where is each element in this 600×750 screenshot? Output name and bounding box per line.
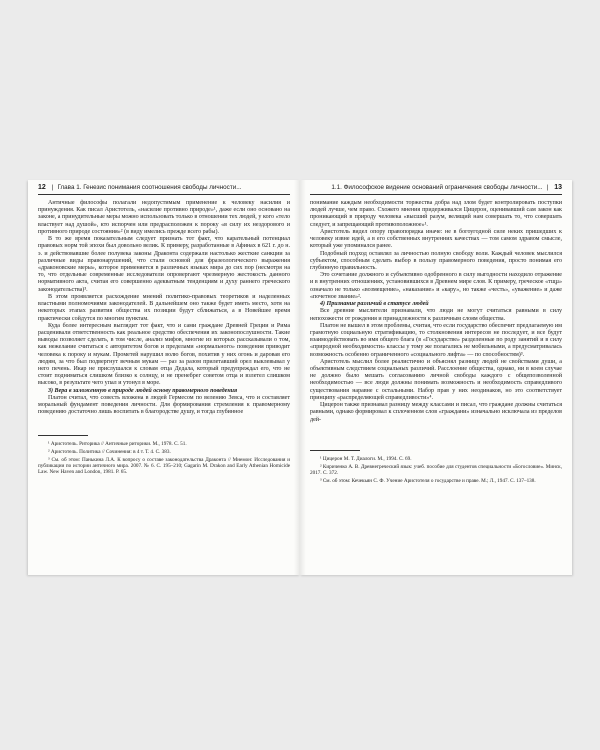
section-heading: 4) Признание различий в статусе людей [320,301,429,308]
paragraph: Античные философы полагали недопустимым применение к человеку насилия и принуждения. Как писал Аристотель, «насилие противно природе»¹, даже если оно основано на законе, а принудительные меры можно использовать только в отношении тех людей, у кого «тело властвует над душой», кто испорчен или предрасположен к пороку «в силу их нездорового и противного природе состояния»² (в виду имелись прежде всего рабы). [38,200,290,235]
paragraph: понимание каждым необходимости торжества добра над злом будет контролировать поступки людей лучше, чем право. Схожего мнения придерживался Цицерон, оценивавший сам закон как проникающий в природу человека «высший разум, велящий нам совершать то, что совершать следует, и запрещающий противоположное»¹. [310,200,562,228]
paragraph: Куда более интересным выглядит тот факт, что и сами граждане Древней Греции и Рима расценивали ответственность как реальное средство обеспечения их законопослушности. Такие выводы позволяет сделать, в том числе, анализ мифов, многие из которых рассказывали о том, как нежелание считаться с авторитетом богов и пределами «нормального» поведения приводит человека к пороку и мукам. Прометей нарушил волю богов, похитив у них огонь и даровав его людям, за что был подвергнут вечным мукам — раз за разом прилетавший орел выклевывал у него печень. Икар не прислушался к словам отца Дедала, который предупреждал его, что не стоит подниматься слишком близко к солнцу, и не пренебрег советом отца и взлетел слишком высоко, в результате чего упал и утонул в море. [38,322,290,387]
paragraph: Это сочетание должного и субъективно одобренного в силу выгодности находило отражение и в внутренних отношениях, установившихся в Древнем мире слов. К примеру, греческое «тщµ» означало не только «возмещение», «наказание» и «кару», но также «честь», «уважение» и даже «почетное звание»². [310,272,562,300]
paragraph: В то же время показательным следует признать тот факт, что карательный потенциал правовых норм той эпохи был довольно велик. К примеру, разработанные в Афинах в 621 г. до н. э. и действовавшие более полувека законы Драконта содержали настолько жесткие санкции за различные виды правонарушений, что стали основой для фразеологического выражения «драконовские меры», которое применяется в различных языках мира до сих пор (несмотря на то, что отдельные современные исследователи опровергают чрезмерную жестокость данного нормативного акта, считая его совершенно адекватным тенденциям и духу раннего греческого законодательства)³. [38,236,290,293]
page-gutter-shadow [300,180,306,575]
footnote: ² Аристотель. Политика // Сочинения: в 4 т. Т. 4. С. 383. [48,448,171,455]
running-header: 12 | Глава 1. Генезис понимания соотношения свободы личности... [38,182,290,195]
section-heading: 3) Вера в заложенную в природе людей основу правомерного поведения [48,387,238,394]
footnote: ³ См. об этом: Панькина Л.А. К вопросу о составе законодательства Драконта // Мнемон: Исследования и публикации по истории античного мира. 2007. № 6. С. 195–210; Gagarin M. Drakon and Early Athenian Homicide Law. New Haven and London, 1981. P. 65. [38,456,290,476]
footnote-rule [310,450,360,451]
running-header: 1.1. Философское видение оснований ограничения свободы личности... | 13 [310,182,562,195]
footnotes [310,450,562,486]
running-head-title: Глава 1. Генезис понимания соотношения свободы личности... [57,184,242,191]
footnote: ² Кириченко А. В. Древнегреческий язык: учеб. пособие для студентов специальности «Богословие». Минск, 2017. С. 372. [310,463,562,477]
page-number: 13 [554,184,562,191]
page-body [310,200,562,424]
footnotes [38,435,290,477]
running-head-title: 1.1. Философское видение оснований ограничения свободы личности... [331,184,543,191]
paragraph: Платон считал, что совесть вложена в людей Гермесом по велению Зевса, что и составляет моральный фундамент поведения личности. Для формирования стремления к правомерному поведению достаточно лишь воспитать в благородстве душу, и тогда глубинное [38,394,290,416]
paragraph: Платон не вышел в этом проблемы, считая, что если государство обеспечит предлагаемую им грамотную социальную стратификацию, то столкновения интересов не последует, и все будут взаимодействовать во имя общего блага (в «Государстве» разделенные по роду занятий и в силу «природной необходимости» классы у тому же полагались не мобильными, а предусматривалась возможность особенно ограниченного «социального лифта» — по способностям)³. [310,322,562,358]
paragraph: Аристотель мыслил более реалистично и объяснял разницу людей не свойствами души, а объективным следствием социальных различий. Расслоение общества, однако, ни в коем случае не должно было мешать согласованию личной свободы каждого с общепозволенной необходимостью — все люди должны понимать возможность и необходимость справедливого существования наравне с остальными. Набор прав у них неодинаков, но это соответствует принципу «распределяющей справедливости»⁴. [310,358,562,401]
paragraph: Цицерон также признавал разницу между классами и писал, что граждане должны считаться равными, однако формировал к сплоченном слов «граждани» изначально исключала из пределов дей- [310,402,562,423]
footnote: ¹ Аристотель. Риторика // Античные риторики. М., 1978. С. 51. [48,441,187,447]
footnote: ³ См. об этом: Кечекьян С. Ф. Учение Аристотеля о государстве и праве. М.; Л., 1947. С. 137–138. [320,477,536,484]
paragraph: Подобный подход оставлял за личностью полную свободу воли. Каждый человек мыслился субъектом, способным сделать выбор в пользу правомерного поведения, просто понимая его глубинную правильность. [310,250,562,271]
page-number: 12 [38,184,46,191]
left-page [28,180,300,575]
paragraph: Аристотель видел опору правопорядка иначе: не в богоугодной силе неких пришедших к человеку извне идей, а в его собственных внутренних качествах — том самом здравом смысле, который уже упоминался ранее. [310,228,562,250]
page-body [38,200,290,417]
paragraph: В этом проявляется расхождение мнений политико-правовых теоретиков и наделенных властными полномочиями законодателей. В дальнейшем оно также будет иметь место, хотя на некоторых этапах развития общества их позиции будут сближаться, а в Новейшее время практически сойдутся по многим пунктам. [38,293,290,322]
footnote: ¹ Цицерон М. Т. Диалоги. М., 1994. С. 69. [320,456,412,462]
paragraph: Все древние мыслители признавали, что люди не могут считаться равными в силу непохожести от рождения и принадлежности к различным слоям общества. [310,308,562,322]
footnote-rule [38,435,88,436]
right-page [300,180,572,575]
